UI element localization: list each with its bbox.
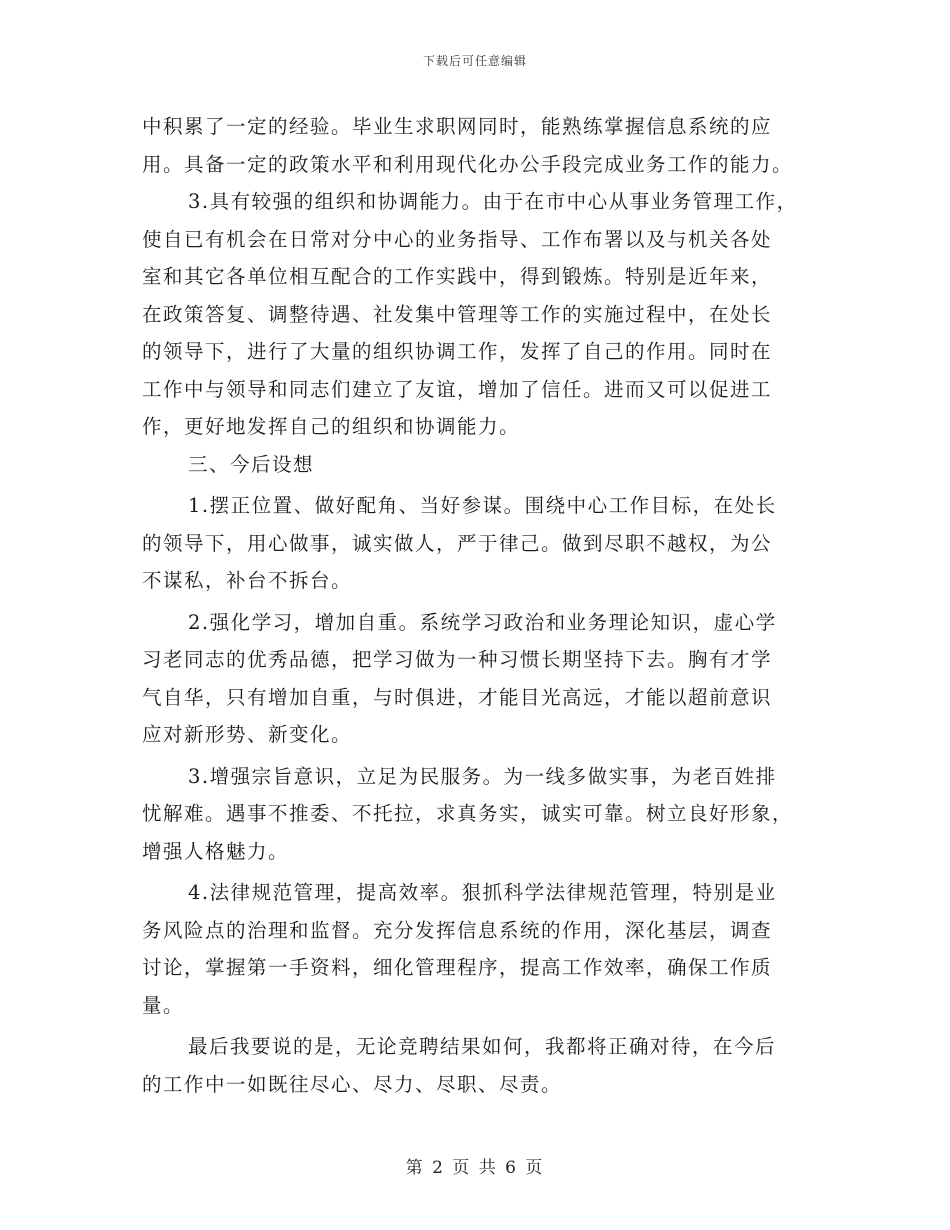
text-line: 作，更好地发挥自己的组织和协调能力。 (142, 415, 521, 438)
text-line: 在政策答复、调整待遇、社发集中管理等工作的实施过程中，在处长 (142, 302, 773, 326)
text-line: 使自已有机会在日常对分中心的业务指导、工作布署以及与机关各处 (142, 227, 773, 251)
paragraph-start: 最后我要说的是，无论竞聘结果如何，我都将正确对待，在今后 (188, 1035, 777, 1058)
text-line: 工作中与领导和同志们建立了友谊，增加了信任。进而又可以促进工 (142, 377, 773, 401)
text-line: 不谋私，补台不拆台。 (142, 569, 353, 592)
paragraph-start: 4.法律规范管理，提高效率。狠抓科学法律规范管理，特别是业 (188, 881, 777, 904)
text-line: 增强人格魅力。 (142, 839, 290, 863)
page-header: 下载后可任意编辑 (422, 54, 527, 68)
page-number: 第 2 页 共 6 页 (405, 1158, 545, 1178)
paragraph-start: 1.摆正位置、做好配角、当好参谋。围绕中心工作目标，在处长 (188, 494, 777, 517)
section-heading: 三、今后设想 (188, 452, 315, 476)
text-line: 用。具备一定的政策水平和利用现代化办公手段完成业务工作的能力。 (142, 152, 794, 176)
text-line: 忧解难。遇事不推委、不托拉，求真务实，诚实可靠。树立良好形象， (142, 802, 794, 825)
text-line: 务风险点的治理和监督。充分发挥信息系统的作用，深化基层，调查 (142, 918, 773, 942)
text-line: 的领导下，用心做事，诚实做人，严于律己。做到尽职不越权，为公 (142, 531, 773, 555)
text-line: 习老同志的优秀品德，把学习做为一种习惯长期坚持下去。胸有才学 (142, 648, 773, 671)
text-line: 中积累了一定的经验。毕业生求职网同时，能熟练掌握信息系统的应 (142, 115, 773, 138)
text-line: 量。 (142, 993, 185, 1017)
text-line: 应对新形势、新变化。 (142, 723, 353, 746)
text-line: 的工作中一如既往尽心、尽力、尽职、尽责。 (142, 1072, 563, 1096)
text-line: 讨论，掌握第一手资料，细化管理程序，提高工作效率，确保工作质 (142, 956, 773, 979)
text-line: 气自华，只有增加自重，与时俱进，才能目光高远，才能以超前意识 (142, 685, 773, 709)
text-line: 的领导下，进行了大量的组织协调工作，发挥了自己的作用。同时在 (142, 340, 773, 363)
paragraph-start: 2.强化学习，增加自重。系统学习政治和业务理论知识，虚心学 (188, 610, 777, 634)
paragraph-start: 3.具有较强的组织和协调能力。由于在市中心从事业务管理工作， (188, 190, 798, 213)
paragraph-start: 3.增强宗旨意识，立足为民服务。为一线多做实事，为老百姓排 (188, 764, 777, 788)
document-body (142, 108, 812, 1103)
text-line: 室和其它各单位相互配合的工作实践中，得到锻炼。特别是近年来， (142, 265, 773, 288)
